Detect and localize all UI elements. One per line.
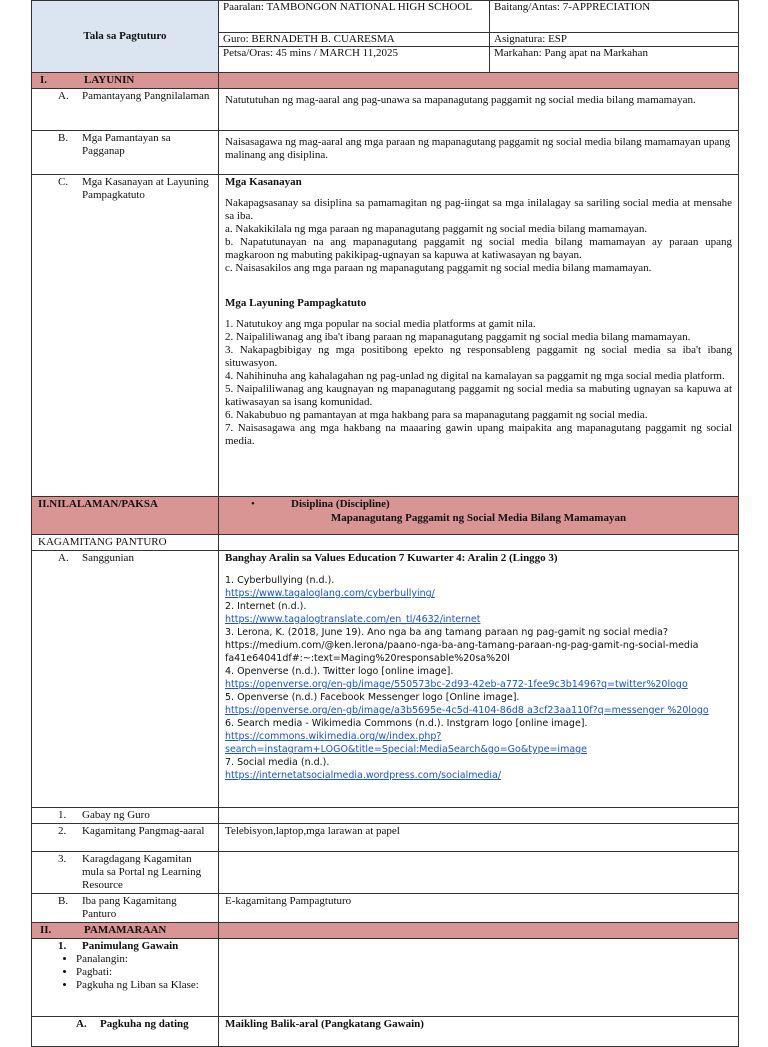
panimulang-gawain-title: Panimulang Gawain xyxy=(82,940,179,952)
row-label-pagkuha-ng-dating: A. Pagkuha ng dating xyxy=(32,1017,219,1047)
layunin-item: 6. Nakabubuo ng pamantayan at mga hakbang para sa mapanagutang paggamit ng social media. xyxy=(225,409,648,421)
layunin-item: 1. Natutukoy ang mga popular na social media platforms at gamit nila. xyxy=(225,318,536,330)
reference-list xyxy=(225,574,732,782)
date-field: Petsa/Oras: 45 mins / MARCH 11,2025 xyxy=(219,47,490,73)
teacher-field: Guro: BERNADETH B. CUARESMA xyxy=(219,33,490,47)
school-field: Paaralan: TAMBONGON NATIONAL HIGH SCHOOL xyxy=(219,1,490,33)
bullet-icon: • xyxy=(251,498,255,510)
row-label-gabay-ng-guro: 1. Gabay ng Guro xyxy=(32,808,219,824)
layunin-item: 2. Naipaliliwanag ang iba't ibang paraan ng mapanagutang paggamit ng social media bilang mamamayan. xyxy=(225,331,691,343)
subject-field: Asignatura: ESP xyxy=(490,33,739,47)
list-item: • Panalangin: xyxy=(76,953,212,966)
section-kagamitan-header: KAGAMITANG PANTURO xyxy=(32,535,219,551)
row-label-pamantayang-pangnilalaman: A. Pamantayang Pangnilalaman xyxy=(32,89,219,131)
iba-pang-kagamitan-value: E-kagamitang Pampagtuturo xyxy=(219,894,739,923)
reference-link[interactable]: https://www.tagalogtranslate.com/en_tl/4632/internet xyxy=(225,614,481,625)
row-label-pamantayan-sa-pagganap: B. Mga Pamantayan sa Pagganap xyxy=(32,131,219,175)
layunin-heading: Mga Layuning Pampagkatuto xyxy=(225,297,367,309)
reference-link[interactable]: https://www.tagaloglang.com/cyberbullying/ xyxy=(225,588,435,599)
section-title: LAYUNIN xyxy=(84,74,135,86)
row-label-iba-pang-kagamitan: B. Iba pang Kagamitang Panturo xyxy=(32,894,219,923)
panimulang-gawain-cell: 1. Panimulang Gawain • Panalangin: • Pagbati: • Pagkuha ng Liban sa Klase: xyxy=(32,939,219,1017)
list-item: • Pagkuha ng Liban sa Klase: xyxy=(76,979,212,992)
reference-link[interactable]: https://openverse.org/en-gb/image/a3b5695e-4c5d-4104-86d8 a3cf23aa110f?q=messenger %20logo xyxy=(225,705,709,716)
kasanayan-item: c. Naisasakilos ang mga paraan ng mapanagutang paggamit ng social media bilang mamamayan. xyxy=(225,262,652,274)
quarter-field: Markahan: Pang apat na Markahan xyxy=(490,47,739,73)
kagamitang-pangmag-aaral-value: Telebisyon,laptop,mga larawan at papel xyxy=(219,824,739,852)
layunin-item: 3. Nakapagbibigay ng mga positibong epekto ng responsableng paggamit ng social media sa iba't ibang situwasyon. xyxy=(225,344,732,369)
row-label-kasanayan: C. Mga Kasanayan at Layuning Pampagkatuto xyxy=(32,175,219,497)
section-pamamaraan-header xyxy=(32,923,219,939)
plan-title: Tala sa Pagtuturo xyxy=(32,1,219,73)
section-title: PAMAMARAAN xyxy=(84,924,167,936)
content-standard-text: Natututuhan ng mag-aaral ang pag-unawa sa mapanagutang paggamit ng social media bilang mamamayan. xyxy=(219,89,739,131)
grade-field: Baitang/Antas: 7-APPRECIATION xyxy=(490,1,739,33)
panimulang-gawain-list xyxy=(38,953,212,992)
gabay-ng-guro-value xyxy=(219,808,739,824)
row-label-kagamitang-pangmag-aaral: 2. Kagamitang Pangmag-aaral xyxy=(32,824,219,852)
topic-title: Disiplina (Discipline) xyxy=(291,498,390,510)
reference-link[interactable]: https://internetatsocialmedia.wordpress.com/socialmedia/ xyxy=(225,770,502,781)
section-number: II. xyxy=(40,924,52,936)
kasanayan-item: b. Napatutunayan na ang mapanagutang paggamit ng social media bilang mamamayan ay paraan upang magkaroon ng mabuting pakikipag-ugnayan sa kapuwa at katiwasayan ng bayan. xyxy=(225,236,732,261)
section-nilalaman-header: II.NILALAMAN/PAKSA xyxy=(32,497,219,535)
section-number: I. xyxy=(40,74,48,86)
kasanayan-intro: Nakapagsasanay sa disiplina sa pamamagitan ng pag-iingat sa mga inilalagay sa sariling social media at mensahe sa iba. xyxy=(225,197,732,222)
references-cell xyxy=(219,551,739,808)
kasanayan-item: a. Nakakikilala ng mga paraan ng mapanagutang paggamit ng social media bilang mamamayan. xyxy=(225,223,648,235)
karagdagang-kagamitan-value xyxy=(219,852,739,894)
layunin-item: 7. Naisasagawa ang mga hakbang na maaaring gawin upang maipakita ang mapanagutang paggamit ng social media. xyxy=(225,422,732,447)
layunin-item: 5. Naipaliliwanag ang kaugnayan ng mapanagutang paggamit ng social media sa mabuting ugnayan sa kapuwa at katiwasayan sa isang komunidad. xyxy=(225,383,732,408)
source-title: Banghay Aralin sa Values Education 7 Kuwarter 4: Aralin 2 (Linggo 3) xyxy=(225,552,558,564)
balik-aral-value: Maikling Balik-aral (Pangkatang Gawain) xyxy=(219,1017,739,1047)
topic-subtitle: Mapanagutang Paggamit ng Social Media Bilang Mamamayan xyxy=(330,512,627,524)
reference-item: 2. Internet (n.d.). https://www.tagalogtranslate.com/en_tl/4632/internet xyxy=(225,601,481,625)
reference-link[interactable]: https://openverse.org/en-gb/image/550573bc-2d93-42eb-a772-1fee9c3b1496?q=twitter%20logo xyxy=(225,679,688,690)
reference-link[interactable]: https://commons.wikimedia.org/w/index.php?search=instagram+LOGO&title=Special:MediaSearch&go=Go&type=image xyxy=(225,731,588,755)
kasanayan-heading: Mga Kasanayan xyxy=(225,176,302,188)
reference-item: 6. Search media - Wikimedia Commons (n.d.). Instgram logo [online image]. https://commons.wikimedia.org/w/index.php?search=instagram+LOGO&title=Special:MediaSearch&go=Go&type=image xyxy=(225,718,588,755)
list-item: • Pagbati: xyxy=(76,966,212,979)
row-label-sanggunian: A. Sanggunian xyxy=(32,551,219,808)
performance-standard-text: Naisasagawa ng mag-aaral ang mga paraan ng mapanagutang paggamit ng social media bilang mamamayan upang malinang ang disiplina. xyxy=(219,131,739,175)
topic-cell xyxy=(219,497,739,535)
layunin-list xyxy=(225,318,732,448)
layunin-item: 4. Nahihinuha ang kahalagahan ng pag-unlad ng digital na kamalayan sa paggamit ng mga social media platform. xyxy=(225,370,725,382)
reference-item: 4. Openverse (n.d.). Twitter logo [online image]. https://openverse.org/en-gb/image/550573bc-2d93-42eb-a772-1fee9c3b1496?q=twitter%20logo xyxy=(225,666,688,690)
row-label-karagdagang-kagamitan: 3. Karagdagang Kagamitan mula sa Portal ng Learning Resource xyxy=(32,852,219,894)
lesson-plan-table xyxy=(31,0,739,1047)
section-layunin-header xyxy=(32,73,219,89)
reference-item: 7. Social media (n.d.). https://internetatsocialmedia.wordpress.com/socialmedia/ xyxy=(225,757,502,781)
competencies-cell xyxy=(219,175,739,497)
reference-item: 1. Cyberbullying (n.d.). https://www.tagaloglang.com/cyberbullying/ xyxy=(225,575,435,599)
reference-item: 5. Openverse (n.d.) Facebook Messenger logo [Online image]. https://openverse.org/en-gb/image/a3b5695e-4c5d-4104-86d8 a3cf23aa110f?q=messenger %20logo xyxy=(225,692,709,716)
reference-item: 3. Lerona, K. (2018, June 19). Ano nga ba ang tamang paraan ng pag-gamit ng social media? https://medium.com/@ken.lerona/paano-nga-ba-ang-tamang-paraan-ng-pag-gamit-ng-social-media fa41e64041df#:~:text=Maging%20responsable%20sa%20l xyxy=(225,627,699,664)
